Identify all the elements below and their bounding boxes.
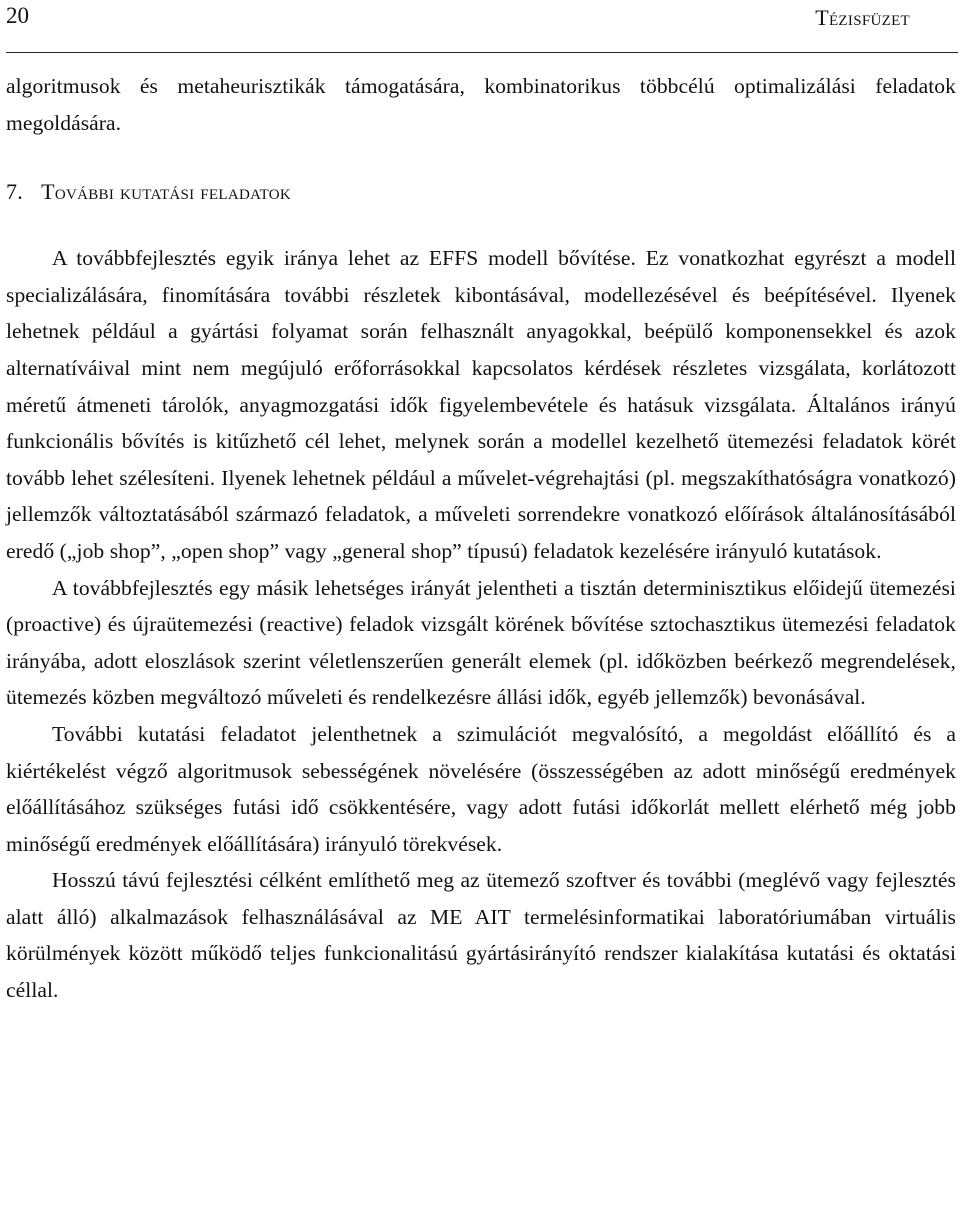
paragraph-2: A továbbfejlesztés egy másik lehetséges irányát jelentheti a tisztán determinisztikus előidejű ütemezési (proactive) és újraütemezési (reactive) feladok vizsgált körének bővítése sztochasztikus ütemezési feladatok irányába, adott eloszlások szerint véletlenszerűen generált elemek (pl. időközben beérkező megrendelések, ütemezés közben megváltozó műveleti és rendelkezésre állási idők, egyéb jellemzők) bevonásával. bbox=[6, 575, 956, 710]
paragraph-continued: algoritmusok és metaheurisztikák támogatására, kombinatorikus többcélú optimalizálási feladatok megoldására. bbox=[6, 74, 956, 135]
paragraph-4: Hosszú távú fejlesztési célként említhető meg az ütemező szoftver és további (meglévő vagy fejlesztés alatt álló) alkalmazások felhasználásával az ME AIT termelésinformatikai laboratóriumában virtuális körülmények között működő teljes funkcionalitású gyártásirányító rendszer kialakítása kutatási és oktatási céllal. bbox=[6, 868, 956, 1003]
paragraph-1: A továbbfejlesztés egyik iránya lehet az EFFS modell bővítése. Ez vonatkozhat egyrészt a modell specializálására, finomítására további részletek kibontásával, modellezésével és beépítésével. Ilyenek lehetnek például a gyártási folyamat során felhasznált anyagokkal, beépülő komponensekkel és azok alternatíváival mint nem megújuló erőforrásokkal kapcsolatos kérdések részletes vizsgálata, korlátozott méretű átmeneti tárolók, anyagmozgatási idők figyelembevétele és hatásuk vizsgálata. Általános irányú funkcionális bővítés is kitűzhető cél lehet, melynek során a modellel kezelhető ütemezési feladatok körét tovább lehet szélesíteni. Ilyenek lehetnek például a művelet-végrehajtási (pl. megszakíthatóságra vonatkozó) jellemzők változtatásából származó feladatok, a műveleti sorrendekre vonatkozó előírások általánosításából eredő („job shop”, „open shop” vagy „general shop” típusú) feladatok kezelésére irányuló kutatások. bbox=[6, 246, 956, 563]
body-text bbox=[6, 68, 956, 1009]
running-title: Tézisfüzet bbox=[815, 5, 910, 30]
section-number: 7. bbox=[6, 179, 24, 205]
section-heading bbox=[6, 174, 956, 210]
page-number: 20 bbox=[6, 3, 29, 28]
paragraph-3: További kutatási feladatot jelenthetnek a szimulációt megvalósító, a megoldást előállító és a kiértékelést végző algoritmusok sebességének növelésére (összességében az adott minőségű eredmények előállításához szükséges futási idő csökkentésére, vagy adott futási időkorlát mellett elérhető még jobb minőségű eredmények előállítására) irányuló törekvések. bbox=[6, 721, 956, 856]
page-header bbox=[6, 0, 958, 40]
section-title: További kutatási feladatok bbox=[41, 179, 292, 205]
header-divider bbox=[6, 52, 958, 53]
